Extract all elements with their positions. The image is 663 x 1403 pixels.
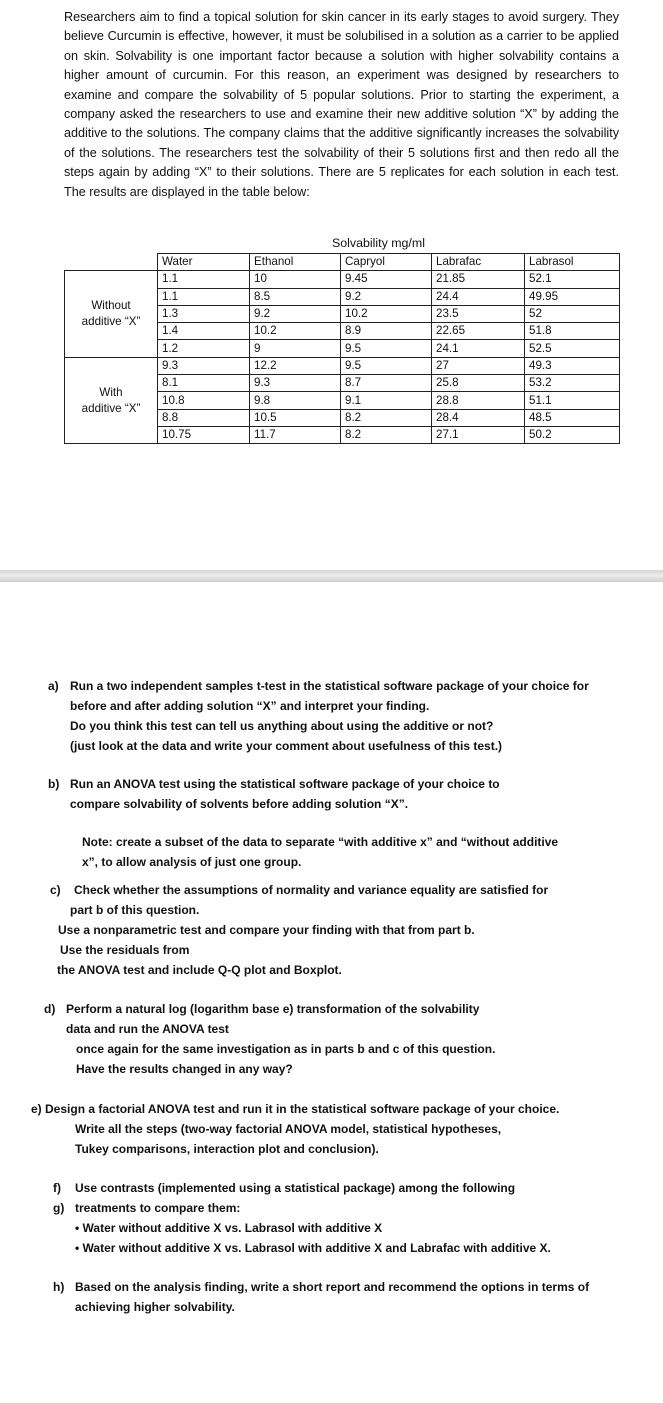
question-text: (just look at the data and write your comment about usefulness of this test.) (70, 739, 503, 753)
comparison-list (53, 1218, 551, 1258)
list-item: • Water without additive X vs. Labrasol with additive X (75, 1221, 383, 1235)
table-cell: 51.1 (525, 392, 620, 409)
table-cell: 10 (250, 271, 341, 288)
table-header-row (65, 254, 620, 271)
table-cell: 1.1 (158, 271, 250, 288)
table-cell: 1.1 (158, 288, 250, 305)
question-text: Use a nonparametric test and compare your finding with that from part b. (58, 923, 475, 937)
table-cell: 1.2 (158, 340, 250, 357)
question-text: Run a two independent samples t-test in the statistical software package of your choice for (70, 679, 589, 693)
table-cell: 8.9 (341, 323, 432, 340)
question-text: Do you think this test can tell us anything about using the additive or not? (70, 719, 494, 733)
solvability-table (64, 253, 620, 444)
question-c (48, 880, 548, 980)
list-item: • Water without additive X vs. Labrasol with additive X and Labrafac with additive X. (75, 1241, 551, 1255)
table-cell: 10.5 (250, 409, 341, 426)
group-label-line: Without (91, 299, 131, 313)
table-cell: 8.8 (158, 409, 250, 426)
question-b (48, 774, 500, 814)
table-cell: 9.2 (341, 288, 432, 305)
question-label: g) (53, 1201, 65, 1215)
question-label: d) (44, 1002, 56, 1016)
table-cell: 9.3 (158, 357, 250, 374)
column-header: Labrafac (432, 254, 525, 271)
table-cell: 1.3 (158, 305, 250, 322)
group-label-with-additive (65, 357, 158, 443)
note-text: Note: create a subset of the data to separate “with additive x” and “without additive (82, 835, 559, 849)
table-cell: 9.8 (250, 392, 341, 409)
table-row (65, 271, 620, 288)
table-cell: 25.8 (432, 375, 525, 392)
question-label: e) (31, 1102, 42, 1116)
question-text: Use contrasts (implemented using a statistical package) among the following (75, 1181, 516, 1195)
table-cell: 9.5 (341, 357, 432, 374)
table-cell: 8.5 (250, 288, 341, 305)
table-cell: 8.7 (341, 375, 432, 392)
question-text: part b of this question. (70, 903, 200, 917)
question-label: f) (53, 1181, 61, 1195)
question-h (53, 1277, 589, 1317)
table-cell: 23.5 (432, 305, 525, 322)
table-cell: 49.95 (525, 288, 620, 305)
question-text: data and run the ANOVA test (66, 1022, 229, 1036)
table-cell: 8.2 (341, 426, 432, 443)
table-cell: 24.4 (432, 288, 525, 305)
table-cell: 9.3 (250, 375, 341, 392)
question-text: Use the residuals from (60, 943, 190, 957)
table-cell: 10.8 (158, 392, 250, 409)
question-label: b) (48, 777, 60, 791)
table-cell: 27.1 (432, 426, 525, 443)
question-text: Perform a natural log (logarithm base e) transformation of the solvability (66, 1002, 480, 1016)
table-cell: 24.1 (432, 340, 525, 357)
table-cell: 9.1 (341, 392, 432, 409)
question-text: treatments to compare them: (75, 1201, 241, 1215)
column-header: Water (158, 254, 250, 271)
question-text: Run an ANOVA test using the statistical software package of your choice to (70, 777, 500, 791)
table-cell: 10.2 (341, 305, 432, 322)
table-cell: 10.2 (250, 323, 341, 340)
table-cell: 8.2 (341, 409, 432, 426)
table-cell: 11.7 (250, 426, 341, 443)
table-row (65, 357, 620, 374)
table-cell: 52.5 (525, 340, 620, 357)
question-label: c) (50, 883, 61, 897)
column-header: Labrasol (525, 254, 620, 271)
table-cell: 28.4 (432, 409, 525, 426)
table-cell: 49.3 (525, 357, 620, 374)
group-label-line: additive “X” (81, 401, 141, 415)
question-text: Tukey comparisons, interaction plot and conclusion). (75, 1142, 379, 1156)
question-e (31, 1099, 559, 1159)
group-label-without-additive (65, 271, 158, 357)
table-cell: 9.2 (250, 305, 341, 322)
table-cell: 8.1 (158, 375, 250, 392)
question-f-g (53, 1178, 551, 1258)
group-label-line: additive “X” (81, 315, 141, 329)
table-cell: 21.85 (432, 271, 525, 288)
question-text: the ANOVA test and include Q-Q plot and Boxplot. (57, 963, 342, 977)
question-text: Based on the analysis finding, write a short report and recommend the options in terms of (75, 1280, 590, 1294)
table-cell: 10.75 (158, 426, 250, 443)
table-cell: 22.65 (432, 323, 525, 340)
table-cell: 9 (250, 340, 341, 357)
table-cell: 12.2 (250, 357, 341, 374)
note-text: x”, to allow analysis of just one group. (82, 855, 302, 869)
question-text: compare solvability of solvents before adding solution “X”. (70, 797, 409, 811)
question-text: Check whether the assumptions of normality and variance equality are satisfied for (74, 883, 549, 897)
table-cell: 1.4 (158, 323, 250, 340)
question-label: h) (53, 1280, 65, 1294)
table-title: Solvability mg/ml (332, 236, 425, 250)
question-text: Design a factorial ANOVA test and run it in the statistical software package of your choice. (45, 1102, 560, 1116)
question-text: Have the results changed in any way? (76, 1062, 293, 1076)
question-a (48, 676, 589, 756)
table-corner-cell (65, 254, 158, 271)
page-divider (0, 570, 663, 582)
column-header: Capryol (341, 254, 432, 271)
group-label-line: With (99, 385, 123, 399)
table-cell: 28.8 (432, 392, 525, 409)
table-cell: 9.45 (341, 271, 432, 288)
intro-paragraph: Researchers aim to find a topical solution for skin cancer in its early stages to avoid surgery. They believe Curcumin is effective, however, it must be solubilised in a solution as a carrier to be applied on skin. Solvability is one important factor because a solution with higher solvability contains a higher amount of curcumin. For this reason, an experiment was designed by researchers to examine and compare the solvability of 5 popular solutions. Prior to starting the experiment, a company asked the researchers to use and examine their new additive solution “X” by adding the additive to the solutions. The company claims that the additive significantly increases the solvability of the solutions. The researchers test the solvability of their 5 solutions first and then redo all the steps again by adding “X” to their solutions. There are 5 replicates for each solution in each test. The results are displayed in the table below: (64, 10, 619, 199)
table-cell: 51.8 (525, 323, 620, 340)
question-text: once again for the same investigation as in parts b and c of this question. (76, 1042, 496, 1056)
table-cell: 27 (432, 357, 525, 374)
question-text: before and after adding solution “X” and interpret your finding. (70, 699, 430, 713)
table-cell: 50.2 (525, 426, 620, 443)
question-d (44, 999, 495, 1079)
table-cell: 52 (525, 305, 620, 322)
table-cell: 52.1 (525, 271, 620, 288)
table-cell: 53.2 (525, 375, 620, 392)
table-cell: 48.5 (525, 409, 620, 426)
column-header: Ethanol (250, 254, 341, 271)
table-cell: 9.5 (341, 340, 432, 357)
question-text: Write all the steps (two-way factorial ANOVA model, statistical hypotheses, (75, 1122, 502, 1136)
question-label: a) (48, 679, 59, 693)
question-text: achieving higher solvability. (75, 1300, 235, 1314)
note (82, 832, 558, 872)
